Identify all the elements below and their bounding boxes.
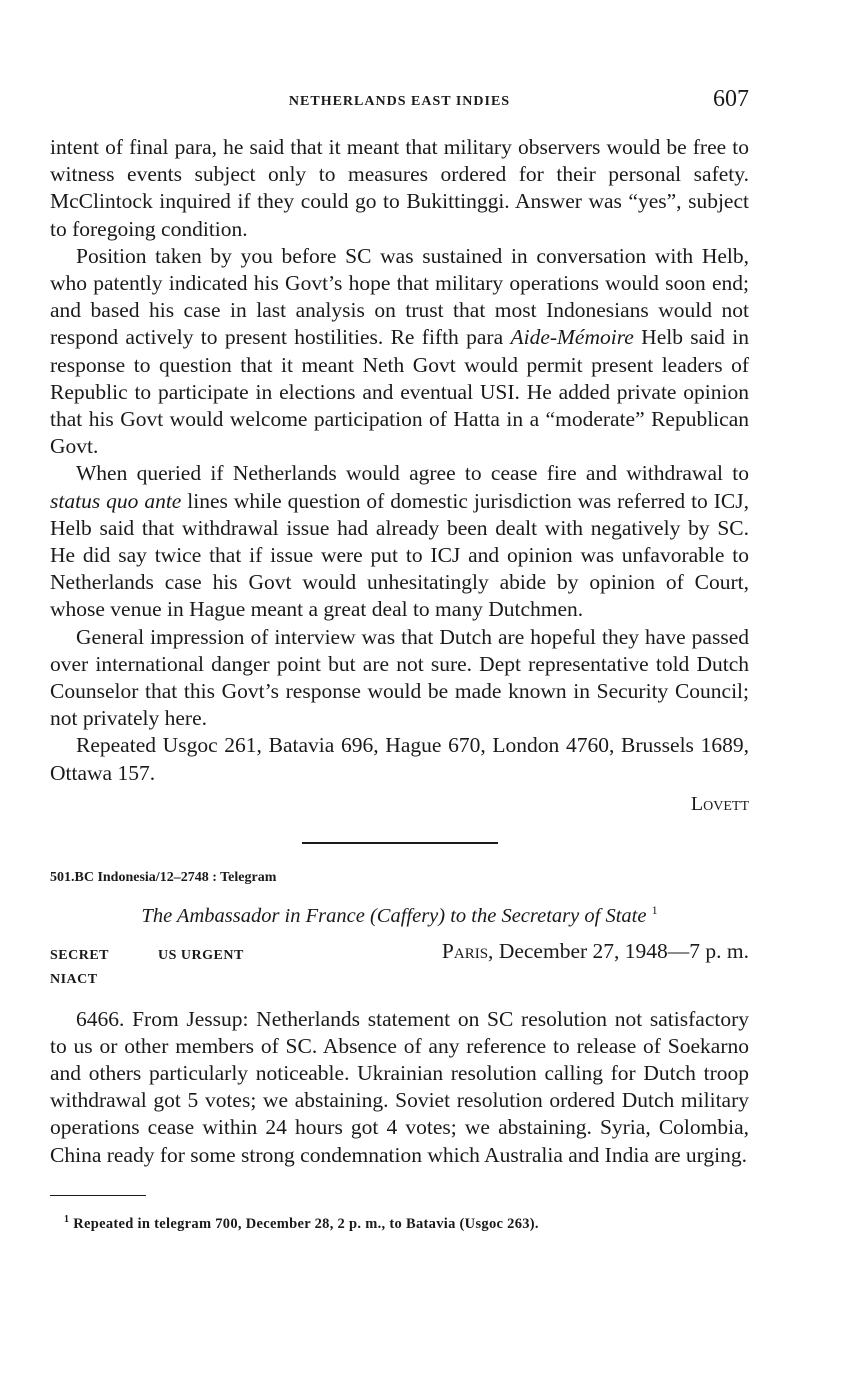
section-divider (302, 842, 498, 844)
running-head (50, 86, 749, 120)
dateline-date: December 27, 1948—7 p. m. (493, 939, 749, 964)
paragraph-text: General impression of interview was that Dutch are hopeful they have passed over international danger point but are not sure. Dept representative told Dutch Counselor that this Govt’s response would be made known in Security Council; not privately here. (50, 624, 749, 731)
document-heading (50, 897, 749, 930)
page-number: 607 (713, 86, 749, 112)
urgency-label: US URGENT (158, 948, 244, 964)
niact-label: NIACT (50, 972, 98, 988)
footnote-number: 1 (64, 1213, 70, 1225)
file-reference: 501.BC Indonesia/12–2748 : Telegram (50, 870, 277, 886)
italic-text: status quo ante (50, 488, 182, 513)
paragraph-text: Repeated Usgoc 261, Batavia 696, Hague 670, London 4760, Brussels 1689, Ottawa 157. (50, 733, 749, 785)
paragraph-text: Position taken by you before SC was sustained in conversation with Helb, who patently indicated his Govt’s hope that military operations would soon end; and based his case in last analysis on trust that most Indonesians would not respond actively to present hostilities. Re fifth para (50, 243, 749, 350)
paragraph-text: Helb said in response to question that it meant Neth Govt would permit present leaders of Republic to participate in elections and eventual USI. He added private opinion that his Govt would welcome participation of Hatta in a “moderate” Republican Govt. (50, 325, 749, 459)
running-title: NETHERLANDS EAST INDIES (288, 94, 511, 109)
footnote-marker: 1 (651, 903, 658, 918)
body-text (50, 134, 749, 1238)
document-heading-text: The Ambassador in France (Caffery) to the Secretary of State (141, 905, 647, 928)
paragraph (50, 732, 749, 786)
continued-telegram-paragraphs (50, 134, 749, 787)
dateline (442, 938, 749, 965)
paragraph-text: When queried if Netherlands would agree to cease fire and withdrawal to (76, 461, 749, 486)
paragraph-text: intent of final para, he said that it meant that military observers would be free to witness events subject only to measures ordered for their personal safety. McClintock inquired if they could go to Bukittinggi. Answer was “yes”, subject to foregoing condition. (50, 135, 749, 241)
telegram-body: 6466. From Jessup: Netherlands statement on SC resolution not satisfactory to us or other members of SC. Absence of any reference to release of Soekarno and others particularly noticeable. Ukrainian resolution calling for Dutch troop withdrawal got 5 votes; we abstaining. Soviet resolution ordered Dutch military operations cease within 24 hours got 4 votes; we abstaining. Syria, Colombia, China ready for some strong condemnation which Australia and India are urging. (50, 1006, 749, 1167)
footnote (50, 1206, 749, 1238)
footnote-divider (50, 1195, 146, 1196)
paragraph-text: lines while question of domestic jurisdiction was referred to ICJ, Helb said that withdrawal issue had already been dealt with negatively by SC. He did say twice that if issue were put to ICJ and opinion was unfavorable to Netherlands case his Govt would unhesitatingly abide by opinion of Court, whose venue in Hague meant a great deal to many Dutchmen. (50, 488, 749, 622)
dateline-place: Paris, (441, 939, 494, 964)
paragraph (50, 134, 749, 243)
signature: Lovett (690, 792, 749, 815)
paragraph (50, 460, 749, 623)
footnote-text: Repeated in telegram 700, December 28, 2 p. m., to Batavia (Usgoc 263). (73, 1215, 539, 1232)
paragraph (50, 243, 749, 461)
italic-text: Aide-Mémoire (510, 325, 634, 350)
paragraph (50, 624, 749, 733)
telegram-meta-row (50, 938, 749, 966)
classification-label: SECRET (50, 948, 110, 964)
